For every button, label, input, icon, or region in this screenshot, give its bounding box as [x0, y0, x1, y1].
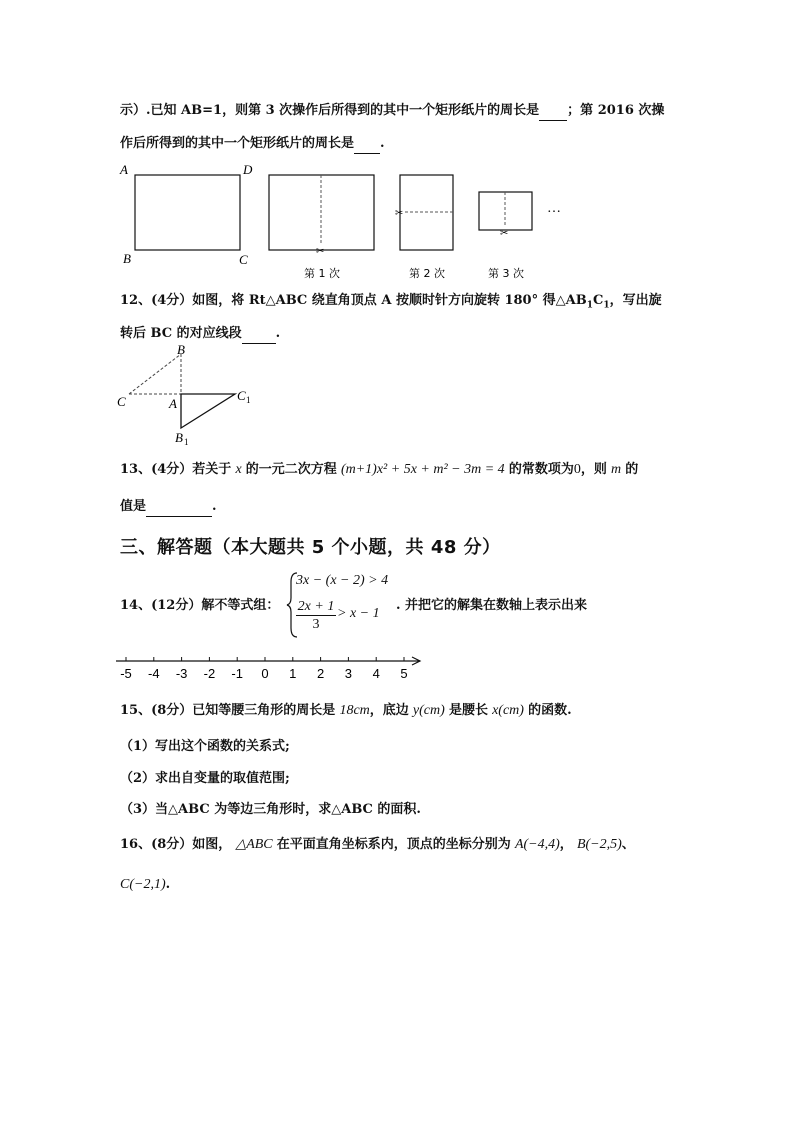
q14-ineq1: 3x − (x − 2) > 4: [296, 573, 389, 588]
scissors-icon: ✂: [500, 228, 509, 239]
caption-2: 第 2 次: [409, 267, 445, 280]
q14-denominator: 3: [312, 617, 320, 632]
q11-line2: [120, 135, 385, 154]
q12-text-b: 转后 BC 的对应线段: [120, 326, 242, 341]
q12-figure: [115, 342, 275, 452]
scissors-icon: ✂: [395, 208, 404, 219]
q13-suffix3: 的: [625, 462, 639, 477]
q12-sub-2: 1: [603, 300, 610, 311]
label-c: C: [239, 252, 248, 267]
q13-suffix2: ，则: [580, 462, 607, 477]
q12-line1: [120, 292, 662, 315]
q15-mid2: 是腰长: [448, 703, 488, 718]
q15-mid: ，底边: [369, 703, 409, 718]
q13-var-x: x: [235, 462, 242, 477]
q11-text-c: 作后所得到的其中一个矩形纸片的周长是: [120, 136, 355, 151]
q11-text-b: ；第 2016 次操: [567, 103, 665, 118]
q15-y: y(cm): [412, 703, 445, 718]
label-b: B: [177, 342, 185, 357]
q14-fraction: [296, 598, 336, 633]
q14-prefix-line: [120, 597, 279, 615]
q12-period: .: [275, 326, 281, 341]
label-c: C: [117, 394, 126, 409]
number-line-label: 2: [316, 666, 325, 681]
q14-prefix: 14、(12分）解不等式组：: [120, 598, 280, 613]
caption-3: 第 3 次: [488, 267, 524, 280]
q12-text-c: C: [592, 293, 604, 308]
label-a: A: [120, 162, 128, 177]
q15-perimeter: 18cm: [339, 703, 370, 718]
q15-prefix: 15、(8分）已知等腰三角形的周长是: [120, 703, 336, 718]
caption-1: 第 1 次: [304, 267, 340, 280]
scissors-icon: ✂: [316, 246, 325, 257]
q15-item-3: （3）当△ABC 为等边三角形时，求△ABC 的面积.: [120, 802, 421, 817]
q11-figure: [115, 160, 575, 285]
number-line-label: -5: [120, 666, 132, 681]
q13-mid: 的一元二次方程: [245, 462, 337, 477]
q16-triangle: △ABC: [235, 837, 273, 852]
q13-line1: [120, 461, 638, 479]
section-heading: 三、解答题（本大题共 5 个小题，共 48 分）: [120, 537, 501, 558]
triangle-ab1c1: [181, 394, 235, 428]
q13-prefix: 13、(4分）若关于: [120, 462, 232, 477]
q16-point-b: B(−2,5): [576, 837, 622, 852]
q16-line1: 16、(8分）如图， △ABC 在平面直角坐标系内，顶点的坐标分别为 A(−4,4)， B(−2,5)、: [120, 837, 635, 852]
q13-blank[interactable]: [146, 498, 212, 517]
q11-blank-2[interactable]: [354, 135, 380, 154]
q15-item-1: （1）写出这个函数的关系式;: [120, 739, 290, 754]
q14-suffix: . 并把它的解集在数轴上表示出来: [396, 598, 588, 613]
q11-blank-1[interactable]: [539, 102, 567, 121]
q16-point-c: C(−2,1): [120, 877, 166, 892]
q15-suffix: 的函数.: [528, 703, 572, 718]
number-line-label: 0: [261, 666, 269, 681]
number-line-label: 3: [344, 666, 353, 681]
rect-abcd: [135, 175, 240, 250]
label-b1-sub: 1: [184, 437, 189, 447]
q15-line: [120, 702, 572, 720]
label-a: A: [169, 396, 177, 411]
number-line-label: 1: [289, 666, 297, 681]
number-line-label: -3: [175, 666, 188, 681]
q14-ineq2-rhs: > x − 1: [337, 606, 380, 621]
label-c1: C: [237, 388, 246, 403]
q13-line2: [120, 498, 217, 517]
q16-prefix: 16、(8分）如图，: [120, 837, 232, 852]
q15-item-2: （2）求出自变量的取值范围;: [120, 771, 290, 786]
q13-value-label: 值是: [120, 499, 147, 514]
q16-point-a: A(−4,4): [514, 837, 560, 852]
number-line-label: -2: [203, 666, 216, 681]
label-b: B: [123, 251, 131, 266]
q12-text-end: ，写出旋: [609, 293, 662, 308]
q11-text-a: 示）.已知 AB=1，则第 3 次操作后所得到的其中一个矩形纸片的周长是: [120, 103, 540, 118]
label-d: D: [243, 162, 253, 177]
q14-suffix-line: [396, 597, 587, 615]
q13-zero: 0: [573, 462, 581, 477]
q16-mid: 在平面直角坐标系内，顶点的坐标分别为: [276, 837, 511, 852]
q13-suffix1: 的常数项为: [508, 462, 574, 477]
q12-text-a: 12、(4分）如图，将 Rt△ABC 绕直角顶点 A 按顺时针方向旋转 180° 得△AB: [120, 293, 587, 308]
seg-bc: [129, 354, 181, 394]
label-b1: B: [175, 430, 183, 445]
label-c1-sub: 1: [246, 395, 251, 405]
number-line-label: -4: [148, 666, 160, 681]
number-line: [114, 650, 434, 682]
number-line-label: 5: [400, 666, 408, 681]
q13-var-m: m: [610, 462, 622, 477]
q11-period: .: [380, 136, 385, 151]
q13-equation: (m+1)x² + 5x + m² − 3m = 4: [340, 462, 505, 477]
q12-sub-1: 1: [586, 300, 593, 311]
q11-line1: [120, 102, 664, 121]
q15-x: x(cm): [492, 703, 524, 718]
ellipsis: …: [547, 201, 561, 216]
number-line-label: 4: [372, 666, 380, 681]
q13-period: .: [212, 499, 217, 514]
number-line-label: -1: [231, 666, 243, 681]
q16-line2: C(−2,1).: [120, 877, 171, 892]
q14-numerator: 2x + 1: [297, 599, 335, 614]
